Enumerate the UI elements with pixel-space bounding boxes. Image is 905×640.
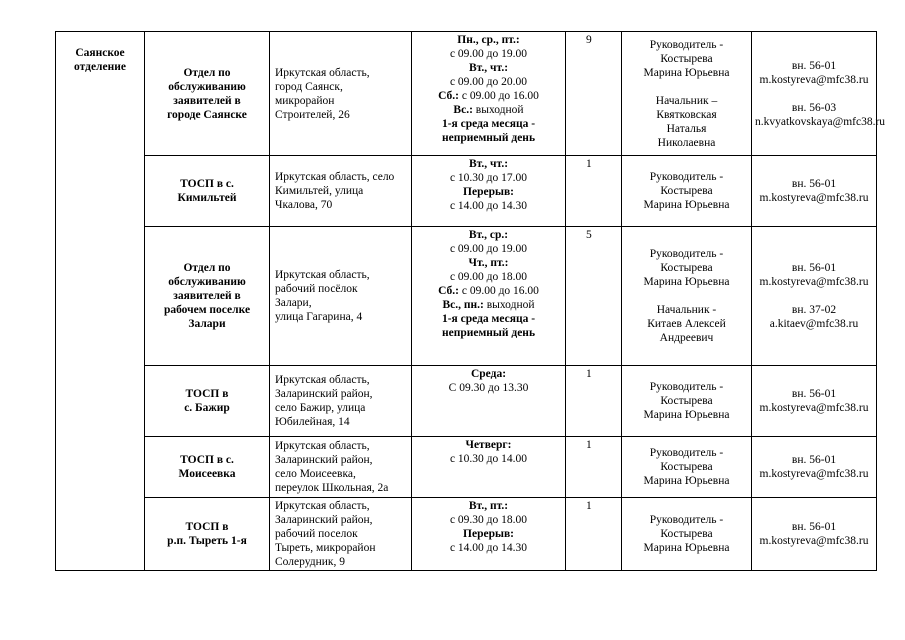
head-cell xyxy=(622,366,752,437)
hours-line: с 09.00 до 20.00 xyxy=(449,76,528,88)
contact-line: вн. 56-01 xyxy=(791,262,837,274)
hours-cell xyxy=(412,156,566,227)
windows-count-cell: 1 xyxy=(566,156,622,227)
hours-line: с 14.00 до 14.30 xyxy=(449,542,528,554)
table-row xyxy=(56,366,877,437)
hours-line: 1-я среда месяца - xyxy=(441,313,536,325)
address-line: рабочий посёлок xyxy=(275,283,358,295)
spacer xyxy=(625,80,748,94)
head-name: Начальник - xyxy=(656,304,717,316)
head-name: Руководитель - xyxy=(649,447,724,459)
head-name: Наталья xyxy=(666,122,707,135)
contacts-cell xyxy=(752,227,877,366)
hours-line: 1-я среда месяца - xyxy=(441,118,536,130)
hours-cell xyxy=(412,366,566,437)
hours-line: с 10.30 до 14.00 xyxy=(449,453,528,465)
head-cell xyxy=(622,437,752,498)
hours-line: с 09.00 до 19.00 xyxy=(449,243,528,255)
contacts-cell xyxy=(752,32,886,156)
contact-line: a.kitaev@mfc38.ru xyxy=(769,318,859,330)
contacts-cell xyxy=(752,498,877,571)
address-line: Иркутская область, xyxy=(275,269,370,281)
spacer xyxy=(625,289,748,303)
office-name-cell xyxy=(145,156,270,227)
hours-line: Четверг: xyxy=(465,439,512,451)
address-line: Иркутская область, xyxy=(275,66,370,79)
head-cell xyxy=(622,156,752,227)
hours-day-label: Сб.: xyxy=(438,90,459,102)
hours-line: С 09.30 до 13.30 xyxy=(448,382,529,394)
contact-line: m.kostyreva@mfc38.ru xyxy=(759,276,869,288)
address-line: село Моисеевка, xyxy=(275,468,356,480)
head-name: Николаевна xyxy=(657,136,716,149)
head-name: Костырева xyxy=(660,528,713,540)
head-name: Костырева xyxy=(660,395,713,407)
address-cell xyxy=(270,366,412,437)
table-row xyxy=(56,437,877,498)
contact-line: вн. 56-01 xyxy=(791,521,837,533)
head-name: Марина Юрьевна xyxy=(643,199,730,211)
address-line: Иркутская область, село xyxy=(275,171,395,183)
windows-count-cell: 1 xyxy=(566,498,622,571)
address-line: Кимильтей, улица xyxy=(275,185,364,197)
address-line: микрорайон xyxy=(275,94,335,107)
hours-line: с 09.00 до 19.00 xyxy=(449,48,528,60)
head-name: Марина Юрьевна xyxy=(643,66,730,79)
hours-line: Сб.: с 09.00 до 16.00 xyxy=(438,90,539,102)
address-line: Иркутская область, xyxy=(275,374,370,386)
head-name: Костырева xyxy=(660,461,713,473)
hours-line: неприемный день xyxy=(441,327,536,339)
head-name: Китаев Алексей xyxy=(647,318,726,330)
address-line: город Саянск, xyxy=(275,80,343,93)
contact-line: вн. 56-01 xyxy=(791,454,837,466)
spacer xyxy=(755,289,873,303)
head-name: Руководитель - xyxy=(649,38,724,51)
head-name: Марина Юрьевна xyxy=(643,475,730,487)
address-line: Чкалова, 70 xyxy=(275,199,333,211)
hours-line: Среда: xyxy=(470,368,507,380)
hours-cell xyxy=(412,227,566,366)
hours-cell xyxy=(412,32,566,156)
hours-line: с 14.00 до 14.30 xyxy=(449,200,528,212)
hours-cell xyxy=(412,437,566,498)
contact-line: вн. 56-01 xyxy=(791,388,837,400)
address-line: Иркутская область, xyxy=(275,500,370,512)
address-line: улица Гагарина, 4 xyxy=(275,311,363,323)
contact-line: m.kostyreva@mfc38.ru xyxy=(759,73,869,86)
office-name-cell xyxy=(145,32,270,156)
hours-day-label: Вс.: xyxy=(453,104,473,116)
head-name: Руководитель - xyxy=(649,171,724,183)
address-line: Залари, xyxy=(275,297,312,309)
windows-count-cell: 5 xyxy=(566,227,622,366)
address-cell xyxy=(270,227,412,366)
address-line: Тыреть, микрорайон xyxy=(275,542,376,554)
windows-count-cell: 1 xyxy=(566,437,622,498)
hours-line: Пн., ср., пт.: xyxy=(457,34,520,46)
head-cell xyxy=(622,32,752,156)
office-name-cell xyxy=(145,437,270,498)
offices-table xyxy=(55,31,886,571)
head-name: Руководитель - xyxy=(649,248,724,260)
head-name: Костырева xyxy=(660,52,713,65)
office-name: ТОСП в xyxy=(185,388,229,400)
office-name: Кимильтей xyxy=(177,192,237,204)
office-name: Моисеевка xyxy=(178,468,236,480)
office-name: Отдел по xyxy=(183,66,231,79)
hours-day-label: Вс., пн.: xyxy=(442,299,484,311)
office-name: ТОСП в xyxy=(185,521,229,533)
contact-line: n.kvyatkovskaya@mfc38.ru xyxy=(755,115,886,128)
office-name-cell xyxy=(145,366,270,437)
contact-line: вн. 56-03 xyxy=(791,101,837,114)
head-name: Костырева xyxy=(660,185,713,197)
head-cell xyxy=(622,227,752,366)
hours-line: Вс., пн.: выходной xyxy=(442,299,535,311)
contact-line: вн. 37-02 xyxy=(791,304,837,316)
region-name: отделение xyxy=(74,61,126,73)
hours-line: Сб.: с 09.00 до 16.00 xyxy=(438,285,539,297)
address-line: Строителей, 26 xyxy=(275,108,350,121)
hours-line: Вт., чт.: xyxy=(468,158,509,170)
head-name: Марина Юрьевна xyxy=(643,542,730,554)
address-line: Солерудник, 9 xyxy=(275,556,345,568)
address-line: переулок Школьная, 2а xyxy=(275,482,389,494)
windows-count-cell: 9 xyxy=(566,32,622,156)
windows-count-cell: 1 xyxy=(566,366,622,437)
contact-line: вн. 56-01 xyxy=(791,59,837,72)
office-name: р.п. Тыреть 1-я xyxy=(167,535,247,547)
hours-line: Вт., ср.: xyxy=(468,229,509,241)
hours-line: Перерыв: xyxy=(463,528,514,540)
address-cell xyxy=(270,32,412,156)
head-name: Андреевич xyxy=(659,332,714,344)
address-line: Иркутская область, xyxy=(275,440,370,452)
contact-line: вн. 56-01 xyxy=(791,178,837,190)
contact-line: m.kostyreva@mfc38.ru xyxy=(759,468,869,480)
table-row xyxy=(56,156,877,227)
address-cell xyxy=(270,156,412,227)
contact-line: m.kostyreva@mfc38.ru xyxy=(759,402,869,414)
hours-cell xyxy=(412,498,566,571)
hours-line: Вт., пт.: xyxy=(468,500,509,512)
contacts-cell xyxy=(752,156,877,227)
head-name: Марина Юрьевна xyxy=(643,276,730,288)
office-name: заявителей в xyxy=(173,94,241,107)
address-line: Заларинский район, xyxy=(275,388,373,400)
office-name: заявителей в xyxy=(173,290,241,302)
head-name: Костырева xyxy=(660,262,713,274)
head-name: Квятковская xyxy=(656,108,717,121)
contacts-cell xyxy=(752,437,877,498)
office-name: обслуживанию xyxy=(168,80,246,93)
head-cell xyxy=(622,498,752,571)
address-cell xyxy=(270,437,412,498)
hours-line: с 10.30 до 17.00 xyxy=(449,172,528,184)
office-name: рабочем поселке xyxy=(163,304,251,316)
address-line: рабочий поселок xyxy=(275,528,358,540)
contacts-cell xyxy=(752,366,877,437)
address-line: Юбилейная, 14 xyxy=(275,416,350,428)
hours-line: с 09.30 до 18.00 xyxy=(449,514,528,526)
table-row xyxy=(56,227,877,366)
office-name: с. Бажир xyxy=(184,402,230,414)
office-name: Отдел по xyxy=(183,262,231,274)
address-cell xyxy=(270,498,412,571)
region-cell xyxy=(56,32,145,571)
hours-line: Вс.: выходной xyxy=(453,104,524,116)
head-name: Руководитель - xyxy=(649,514,724,526)
address-line: Заларинский район, xyxy=(275,514,373,526)
office-name: Залари xyxy=(188,318,226,330)
office-name-cell xyxy=(145,498,270,571)
table-row xyxy=(56,498,877,571)
office-name-cell xyxy=(145,227,270,366)
hours-day-label: Сб.: xyxy=(438,285,459,297)
office-name: ТОСП в с. xyxy=(180,178,234,190)
hours-line: с 09.00 до 18.00 xyxy=(449,271,528,283)
hours-line: Перерыв: xyxy=(463,186,514,198)
hours-line: Чт., пт.: xyxy=(468,257,509,269)
hours-line: неприемный день xyxy=(441,132,536,144)
address-line: Заларинский район, xyxy=(275,454,373,466)
table-body xyxy=(56,32,886,571)
hours-line: Вт., чт.: xyxy=(468,62,509,74)
head-name: Начальник – xyxy=(655,94,718,107)
head-name: Руководитель - xyxy=(649,381,724,393)
contact-line: m.kostyreva@mfc38.ru xyxy=(759,535,869,547)
office-name: ТОСП в с. xyxy=(180,454,234,466)
head-name: Марина Юрьевна xyxy=(643,409,730,421)
office-name: обслуживанию xyxy=(168,276,246,288)
address-line: село Бажир, улица xyxy=(275,402,366,414)
table-row xyxy=(56,32,877,156)
region-name: Саянское xyxy=(75,47,125,59)
spacer xyxy=(755,87,873,101)
office-name: городе Саянске xyxy=(167,108,247,121)
contact-line: m.kostyreva@mfc38.ru xyxy=(759,192,869,204)
